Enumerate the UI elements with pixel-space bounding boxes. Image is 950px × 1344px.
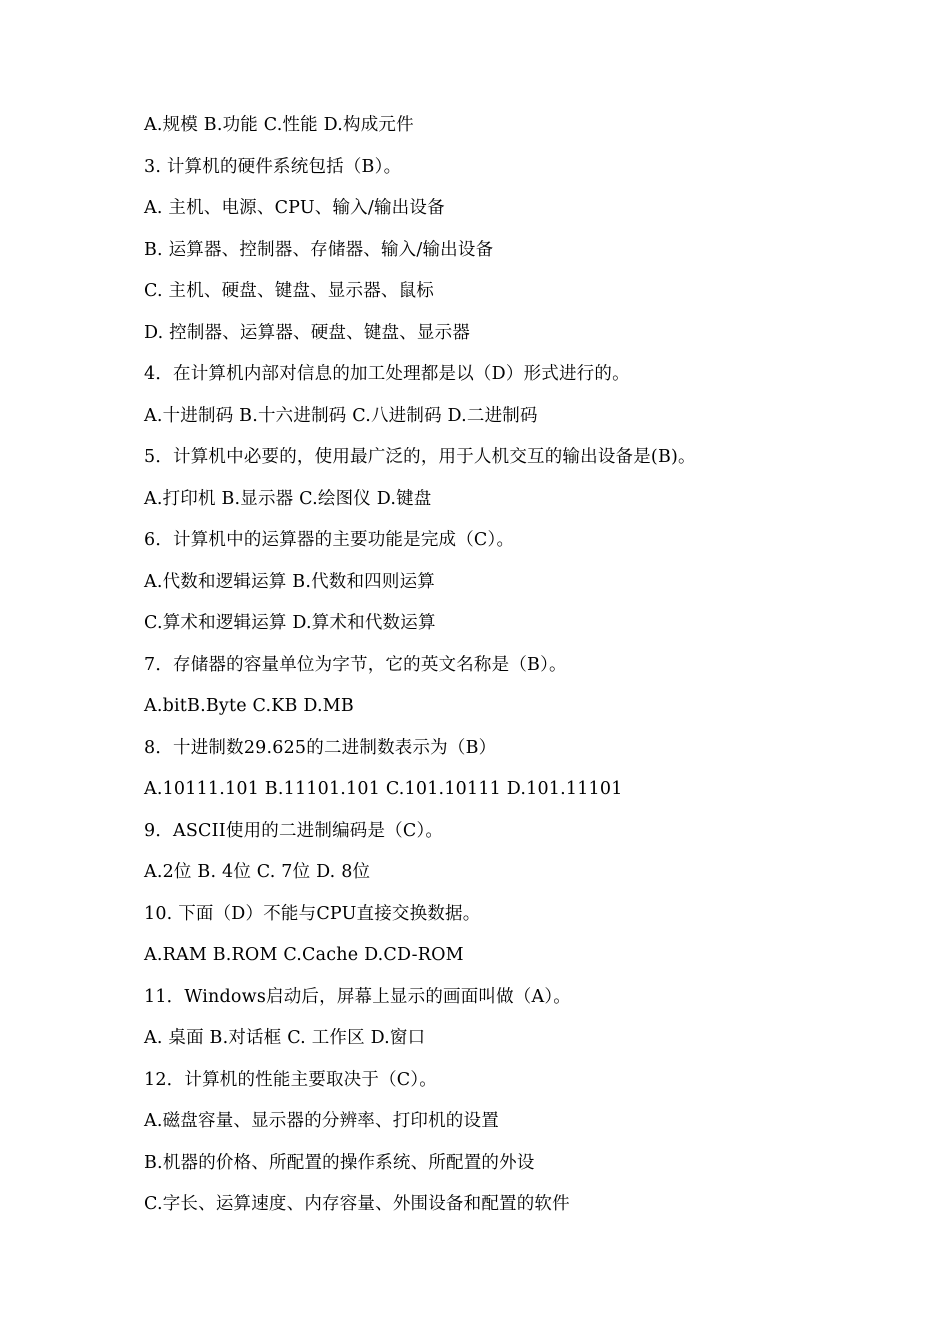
- text-line: 11．Windows启动后，屏幕上显示的画面叫做（A）。: [144, 986, 571, 1007]
- text-line: 7．存储器的容量单位为字节，它的英文名称是（B）。: [144, 654, 567, 675]
- text-line: A.规模 B.功能 C.性能 D.构成元件: [144, 115, 414, 135]
- text-line: 3. 计算机的硬件系统包括（B）。: [144, 156, 402, 177]
- question-list: [144, 111, 864, 1232]
- text-line: A. 主机、电源、CPU、输入/输出设备: [144, 198, 445, 218]
- text-line: A.打印机 B.显示器 C.绘图仪 D.键盘: [144, 488, 432, 509]
- text-line: A.磁盘容量、显示器的分辨率、打印机的设置: [144, 1111, 499, 1131]
- text-line: B. 运算器、控制器、存储器、输入/输出设备: [144, 239, 494, 260]
- text-line: A.RAM B.ROM C.Cache D.CD-ROM: [144, 945, 464, 965]
- text-line: A.2位 B. 4位 C. 7位 D. 8位: [144, 862, 371, 882]
- text-line: A.10111.101 B.11101.101 C.101.10111 D.101.11101: [144, 779, 623, 799]
- text-line: A. 桌面 B.对话框 C. 工作区 D.窗口: [144, 1028, 426, 1048]
- text-line: 8．十进制数29.625的二进制数表示为（B）: [144, 737, 497, 758]
- text-line: A.代数和逻辑运算 B.代数和四则运算: [144, 571, 435, 592]
- text-line: C.算术和逻辑运算 D.算术和代数运算: [144, 613, 436, 633]
- text-line: 4．在计算机内部对信息的加工处理都是以（D）形式进行的。: [144, 364, 630, 384]
- text-line: A.bitB.Byte C.KB D.MB: [144, 696, 354, 716]
- text-line: D. 控制器、运算器、硬盘、键盘、显示器: [144, 322, 471, 343]
- text-line: 6．计算机中的运算器的主要功能是完成（C）。: [144, 530, 515, 550]
- text-line: C.字长、运算速度、内存容量、外围设备和配置的软件: [144, 1194, 570, 1214]
- text-line: 5．计算机中必要的，使用最广泛的，用于人机交互的输出设备是(B)。: [144, 447, 696, 467]
- text-line: C. 主机、硬盘、键盘、显示器、鼠标: [144, 281, 434, 301]
- text-line: 10. 下面（D）不能与CPU直接交换数据。: [144, 903, 481, 924]
- text-line: 9．ASCII使用的二进制编码是（C）。: [144, 820, 444, 841]
- text-line: 12．计算机的性能主要取决于（C）。: [144, 1069, 438, 1090]
- text-line: A.十进制码 B.十六进制码 C.八进制码 D.二进制码: [144, 405, 538, 426]
- text-line: B.机器的价格、所配置的操作系统、所配置的外设: [144, 1152, 535, 1173]
